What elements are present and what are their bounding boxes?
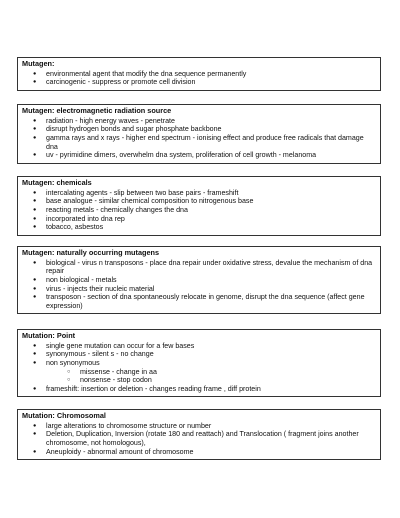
bullet-list — [22, 422, 376, 456]
list-item: ● tobacco, asbestos — [22, 223, 376, 232]
list-item: ● Aneuploidy - abnormal amount of chromosome — [22, 448, 376, 457]
list-item: ● gamma rays and x rays - higher end spectrum - ionising effect and produce free radicals that damage dna — [22, 134, 376, 151]
list-item: ● base analogue - similar chemical composition to nitrogenous base — [22, 197, 376, 206]
note-card-chromosomal-mutation — [17, 409, 381, 460]
list-item: ● single gene mutation can occur for a few bases — [22, 342, 376, 351]
card-title: Mutagen: chemicals — [22, 178, 92, 187]
list-item: ● large alterations to chromosome structure or number — [22, 422, 376, 431]
list-item: ● intercalating agents - slip between two base pairs - frameshift — [22, 189, 376, 198]
list-item: ● environmental agent that modify the dna sequence permanently — [22, 70, 376, 79]
list-item: ● biological - virus n transposons - place dna repair under oxidative stress, devalue the mechanism of dna repair — [22, 259, 376, 276]
list-item: ● uv - pyrimidine dimers, overwhelm dna system, proliferation of cell growth - melanoma — [22, 151, 376, 160]
list-item: ● incorporated into dna rep — [22, 215, 376, 224]
list-item: ● virus - injects their nucleic material — [22, 285, 376, 294]
list-item: ● frameshift: insertion or deletion - changes reading frame , diff protein — [22, 385, 376, 394]
note-card-naturally-occurring — [17, 246, 381, 314]
list-item: ● carcinogenic - suppress or promote cell division — [22, 78, 376, 87]
list-item: ● disrupt hydrogen bonds and sugar phosphate backbone — [22, 125, 376, 134]
bullet-list — [22, 117, 376, 160]
note-card-point-mutation — [17, 329, 381, 397]
list-item: ● Deletion, Duplication, Inversion (rotate 180 and reattach) and Translocation ( fragment joins another chromosome, not homologous), — [22, 430, 376, 447]
card-title: Mutagen: electromagnetic radiation source — [22, 106, 172, 115]
bullet-list — [22, 342, 376, 394]
card-title: Mutagen: naturally occurring mutagens — [22, 248, 160, 257]
list-item: ● reacting metals - chemically changes the dna — [22, 206, 376, 215]
bullet-list — [22, 189, 376, 232]
note-card-mutagen — [17, 57, 381, 91]
list-item: ● synonymous - silent s - no change — [22, 350, 376, 359]
sub-list-item: ○ nonsense - stop codon — [22, 376, 376, 385]
sub-list-item: ○ missense - change in aa — [22, 368, 376, 377]
note-card-electromagnetic-radiation — [17, 104, 381, 164]
card-title: Mutation: Chromosomal — [22, 411, 106, 420]
card-title: Mutagen: — [22, 59, 55, 68]
bullet-list — [22, 70, 376, 87]
list-item: ● transposon - section of dna spontaneously relocate in genome, disrupt the dna sequence (affect gene expression) — [22, 293, 376, 310]
bullet-list — [22, 259, 376, 311]
list-item: ● radiation - high energy waves - penetrate — [22, 117, 376, 126]
note-card-chemicals — [17, 176, 381, 236]
list-item: ● non biological - metals — [22, 276, 376, 285]
card-title: Mutation: Point — [22, 331, 76, 340]
list-item: ● non synonymous — [22, 359, 376, 368]
